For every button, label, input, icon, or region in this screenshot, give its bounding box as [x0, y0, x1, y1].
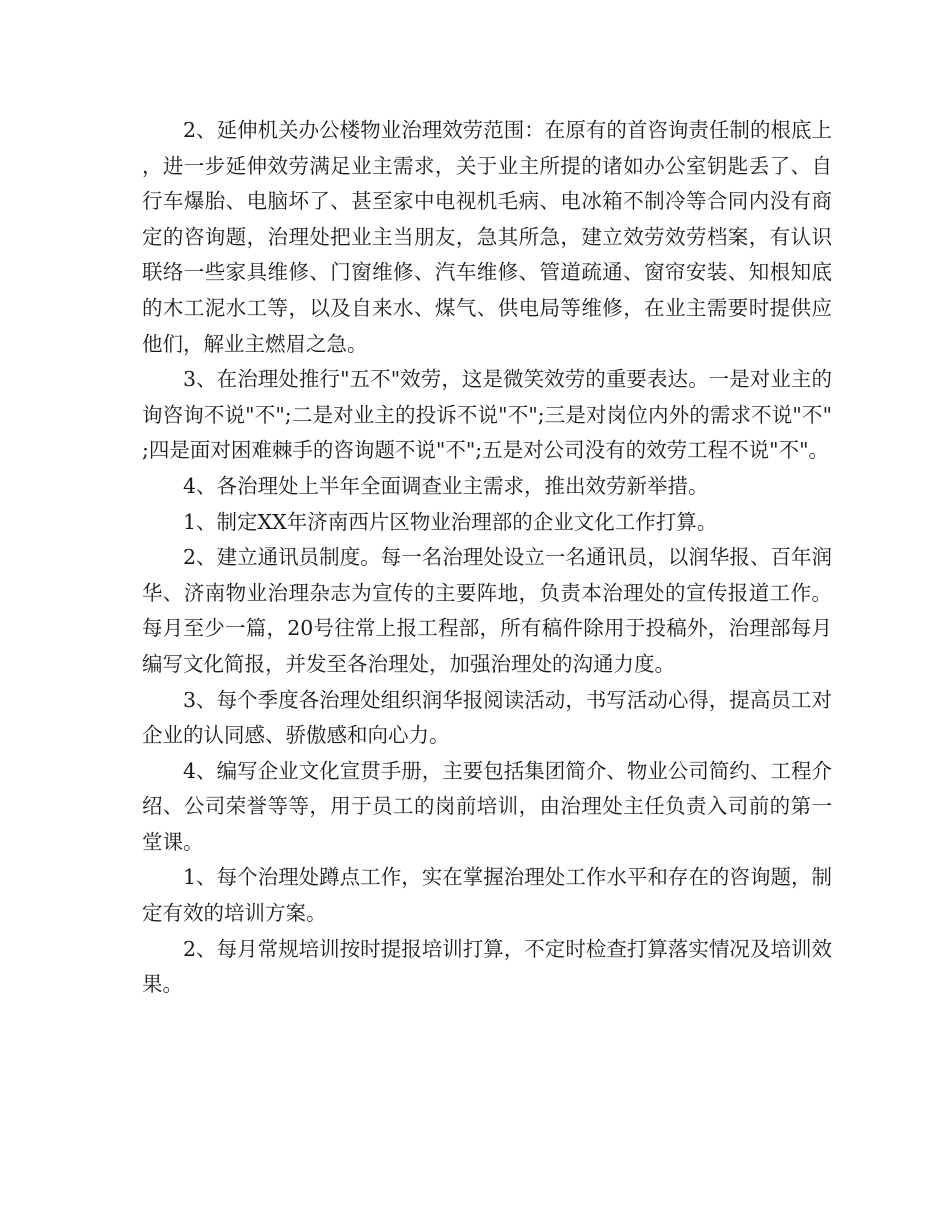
paragraph-on-site-work: 1、每个治理处蹲点工作，实在掌握治理处工作水平和存在的咨询题，制定有效的培训方案。: [142, 865, 832, 926]
paragraph-correspondent-system: 2、建立通讯员制度。每一名治理处设立一名通讯员，以润华报、百年润华、济南物业治理杂志为宣传的主要阵地，负责本治理处的宣传报道工作。每月至少一篇，20号往常上报工程部，所有稿件除用于投稿外，治理部每月编写文化简报，并发至各治理处，加强治理处的沟通力度。: [142, 545, 832, 676]
paragraph-monthly-training: 2、每月常规培训按时提报培训打算，不定时检查打算落实情况及培训效果。: [142, 936, 832, 997]
paragraph-culture-handbook: 4、编写企业文化宣贯手册，主要包括集团简介、物业公司简约、工程介绍、公司荣誉等等，用于员工的岗前培训，由治理处主任负责入司前的第一堂课。: [142, 758, 832, 854]
paragraph-reading-activity: 3、每个季度各治理处组织润华报阅读活动，书写活动心得，提高员工对企业的认同感、骄傲感和向心力。: [142, 687, 832, 748]
paragraph-service-scope: 2、延伸机关办公楼物业治理效劳范围：在原有的首咨询责任制的根底上，进一步延伸效劳满足业主需求，关于业主所提的诸如办公室钥匙丢了、自行车爆胎、电脑坏了、甚至家中电视机毛病、电冰箱不制冷等合同内没有商定的咨询题，治理处把业主当朋友，急其所急，建立效劳效劳档案，有认识联络一些家具维修、门窗维修、汽车维修、管道疏通、窗帘安装、知根知底的木工泥水工等，以及自来水、煤气、供电局等维修，在业主需要时提供应他们，解业主燃眉之急。: [142, 118, 832, 356]
paragraph-culture-plan: 1、制定XX年济南西片区物业治理部的企业文化工作打算。: [183, 509, 718, 534]
paragraph-five-nos: 3、在治理处推行"五不"效劳，这是微笑效劳的重要表达。一是对业主的询咨询不说"不";二是对业主的投诉不说"不";三是对岗位内外的需求不说"不";四是面对困难棘手的咨询题不说"不";五是对公司没有的效劳工程不说"不"。: [142, 367, 832, 463]
document-body: [142, 113, 832, 1003]
paragraph-survey-needs: 4、各治理处上半年全面调查业主需求，推出效劳新举措。: [183, 473, 709, 498]
